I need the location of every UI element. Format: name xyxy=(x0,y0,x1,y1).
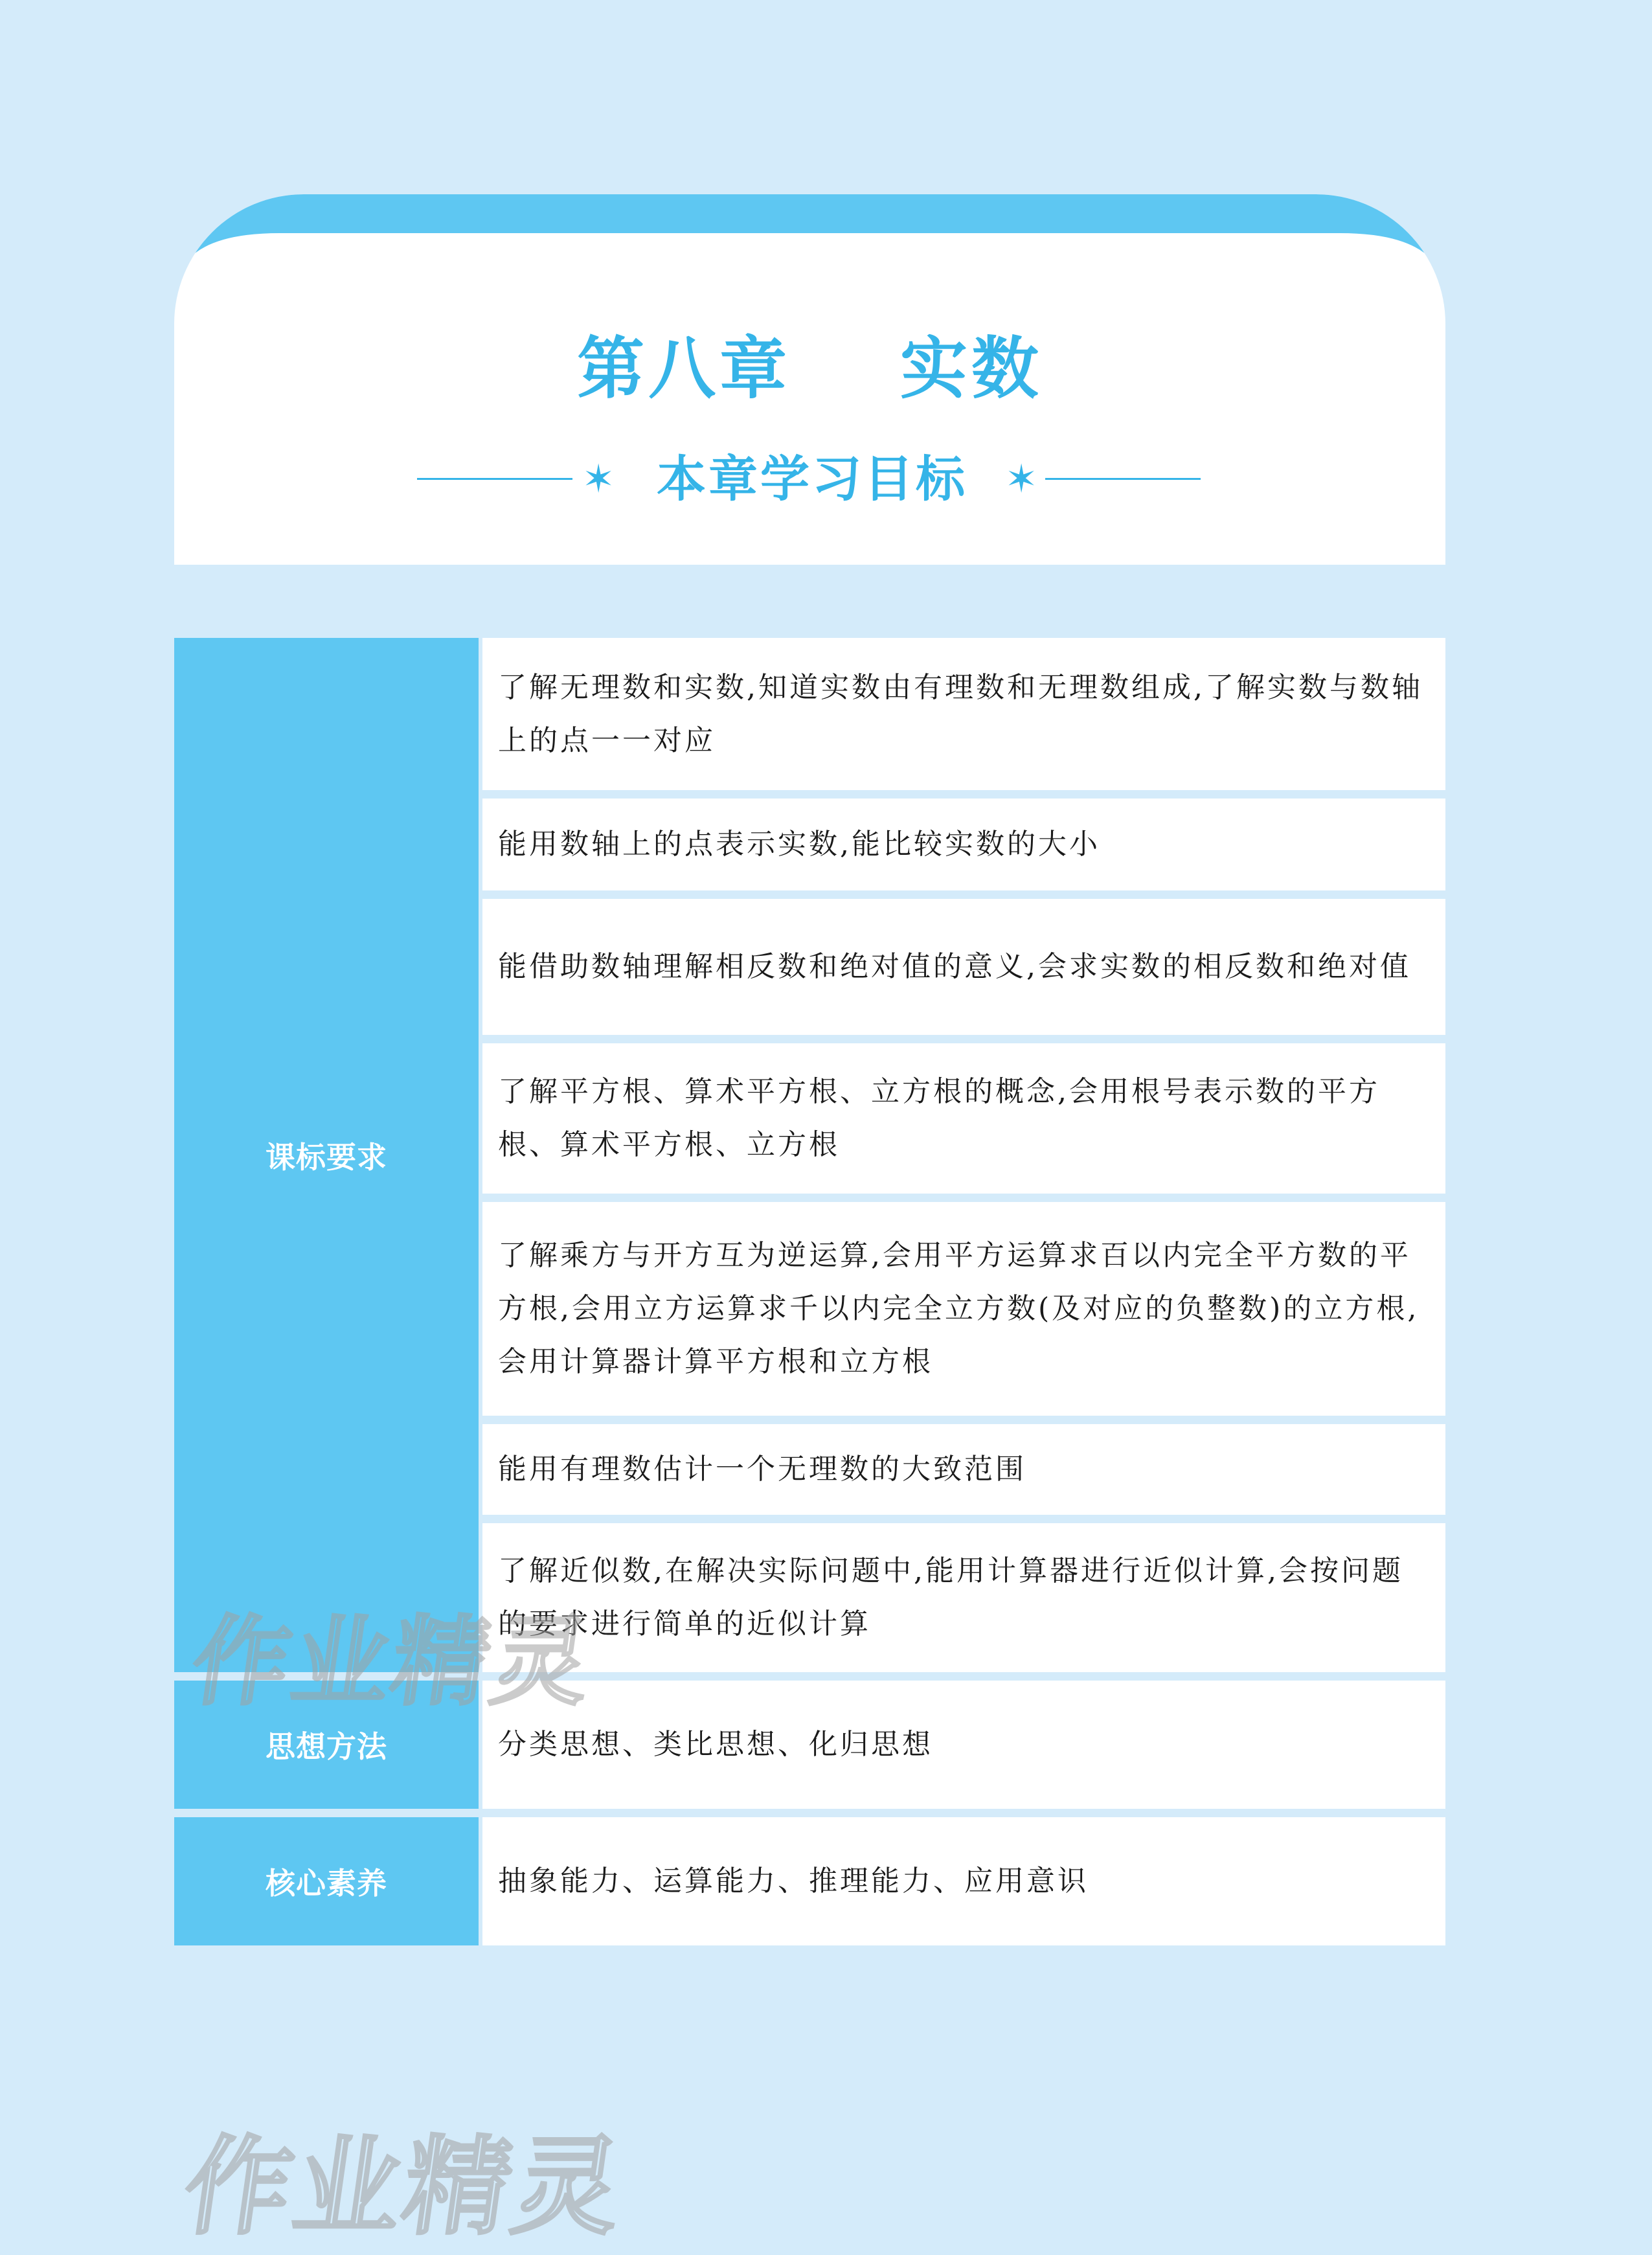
requirement-item: 了解乘方与开方互为逆运算,会用平方运算求百以内完全平方数的平方根,会用立方运算求千以内完全立方数(及对应的负整数)的立方根,会用计算器计算平方根和立方根 xyxy=(482,1202,1445,1416)
goals-title: 本章学习目标 xyxy=(657,450,967,508)
section-curriculum-requirements xyxy=(174,638,1445,1672)
section-label: 课标要求 xyxy=(174,638,479,1672)
section-label: 思想方法 xyxy=(174,1681,479,1809)
star-icon: ✶ xyxy=(1005,457,1038,502)
section-items xyxy=(482,638,1445,1672)
requirement-item: 了解无理数和实数,知道实数由有理数和无理数组成,了解实数与数轴上的点一一对应 xyxy=(482,638,1445,790)
chapter-title: 第八章 实数 xyxy=(577,329,1043,408)
watermark: 作业精灵 xyxy=(176,2125,632,2249)
divider-line xyxy=(1045,478,1201,480)
watermark: 作业精灵 xyxy=(185,1606,600,1719)
section-core-competencies xyxy=(174,1817,1445,1945)
section-label: 核心素养 xyxy=(174,1817,479,1945)
star-icon: ✶ xyxy=(582,457,615,502)
competency-item: 抽象能力、运算能力、推理能力、应用意识 xyxy=(482,1817,1445,1945)
requirement-item: 了解近似数,在解决实际问题中,能用计算器进行近似计算,会按问题的要求进行简单的近似计算 xyxy=(482,1523,1445,1672)
method-item: 分类思想、类比思想、化归思想 xyxy=(482,1681,1445,1809)
objectives-table xyxy=(174,638,1445,1954)
requirement-item: 了解平方根、算术平方根、立方根的概念,会用根号表示数的平方根、算术平方根、立方根 xyxy=(482,1043,1445,1194)
goals-heading xyxy=(174,444,1445,515)
section-items xyxy=(482,1817,1445,1945)
header-arc-band xyxy=(174,194,1445,298)
requirement-item: 能用有理数估计一个无理数的大致范围 xyxy=(482,1424,1445,1515)
chapter-header-card xyxy=(174,194,1445,565)
requirement-item: 能用数轴上的点表示实数,能比较实数的大小 xyxy=(482,799,1445,890)
section-items xyxy=(482,1681,1445,1809)
divider-line xyxy=(417,478,572,480)
requirement-item: 能借助数轴理解相反数和绝对值的意义,会求实数的相反数和绝对值 xyxy=(482,899,1445,1035)
